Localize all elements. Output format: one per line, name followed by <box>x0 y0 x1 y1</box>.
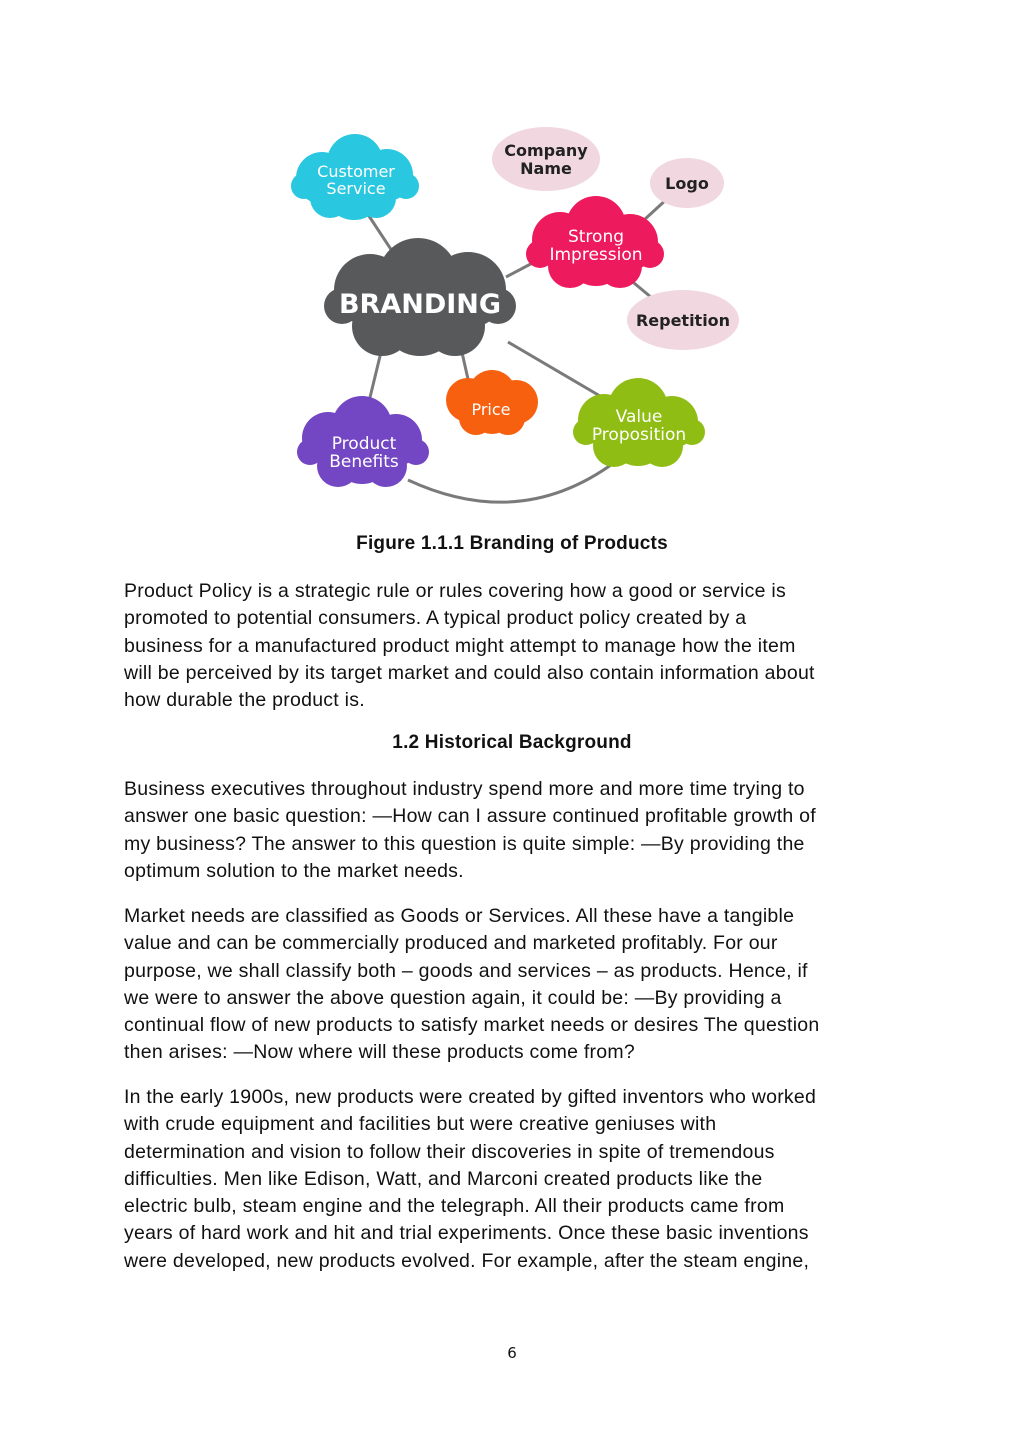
company-name-label-2: Name <box>520 159 572 178</box>
text-line: years of hard work and hit and trial experiments. Once these basic inventions <box>124 1222 809 1245</box>
text-line: Market needs are classified as Goods or Services. All these have a tangible <box>124 905 795 927</box>
text-line: value and can be commercially produced and marketed profitably. For our <box>124 932 778 955</box>
product-benefits-label-2: Benefits <box>329 452 399 472</box>
text-line: were developed, new products evolved. For example, after the steam engine, <box>124 1249 810 1272</box>
repetition-label: Repetition <box>635 311 731 330</box>
text-line: how durable the product is. <box>124 689 365 712</box>
branding-label: BRANDING <box>338 289 502 320</box>
paragraph-business-executives <box>124 776 914 885</box>
text-line: with crude equipment and facilities but were creative geniuses with <box>124 1113 717 1136</box>
customer-service-label-1: Customer <box>317 162 395 181</box>
text-line: difficulties. Men like Edison, Watt, and Marconi created products like the <box>124 1167 763 1190</box>
connector-benefits-value <box>408 462 615 502</box>
text-line: determination and vision to follow their discoveries in spite of tremendous <box>124 1140 775 1163</box>
product-benefits-label-1: Product <box>331 434 397 454</box>
value-proposition-label-2: Proposition <box>591 425 687 445</box>
text-line: my business? The answer to this question is quite simple: —By providing the <box>124 832 805 855</box>
text-line: continual flow of new products to satisfy market needs or desires The question <box>124 1014 820 1037</box>
text-line: will be perceived by its target market and could also contain information about <box>124 661 815 684</box>
page-number: 6 <box>507 1344 517 1362</box>
value-proposition-label-1: Value <box>615 407 663 427</box>
text-line: we were to answer the above question again, it could be: —By providing a <box>124 986 782 1009</box>
text-line: business for a manufactured product might attempt to manage how the item <box>124 634 796 657</box>
paragraph-early-1900s <box>124 1084 914 1275</box>
strong-impression-label-1: Strong <box>567 227 625 247</box>
text-line: then arises: —Now where will these products come from? <box>124 1041 635 1064</box>
section-heading: 1.2 Historical Background <box>392 732 632 753</box>
text-line: promoted to potential consumers. A typical product policy created by a <box>124 607 747 630</box>
figure-caption: Figure 1.1.1 Branding of Products <box>356 533 668 554</box>
text-line: Business executives throughout industry spend more and more time trying to <box>124 778 805 800</box>
logo-label: Logo <box>665 174 709 193</box>
paragraph-product-policy <box>124 578 914 714</box>
company-name-label-1: Company <box>504 141 588 160</box>
text-line: answer one basic question: —How can I assure continued profitable growth of <box>124 805 816 828</box>
branding-mind-map <box>270 120 750 520</box>
paragraph-market-needs <box>124 903 914 1067</box>
customer-service-label-2: Service <box>326 179 386 198</box>
price-label: Price <box>471 400 511 419</box>
text-line: optimum solution to the market needs. <box>124 859 464 882</box>
strong-impression-label-2: Impression <box>549 245 643 265</box>
text-line: In the early 1900s, new products were created by gifted inventors who worked <box>124 1086 817 1108</box>
text-line: purpose, we shall classify both – goods and services – as products. Hence, if <box>124 959 808 982</box>
text-line: electric bulb, steam engine and the telegraph. All their products came from <box>124 1195 785 1218</box>
text-line: Product Policy is a strategic rule or rules covering how a good or service is <box>124 580 786 602</box>
